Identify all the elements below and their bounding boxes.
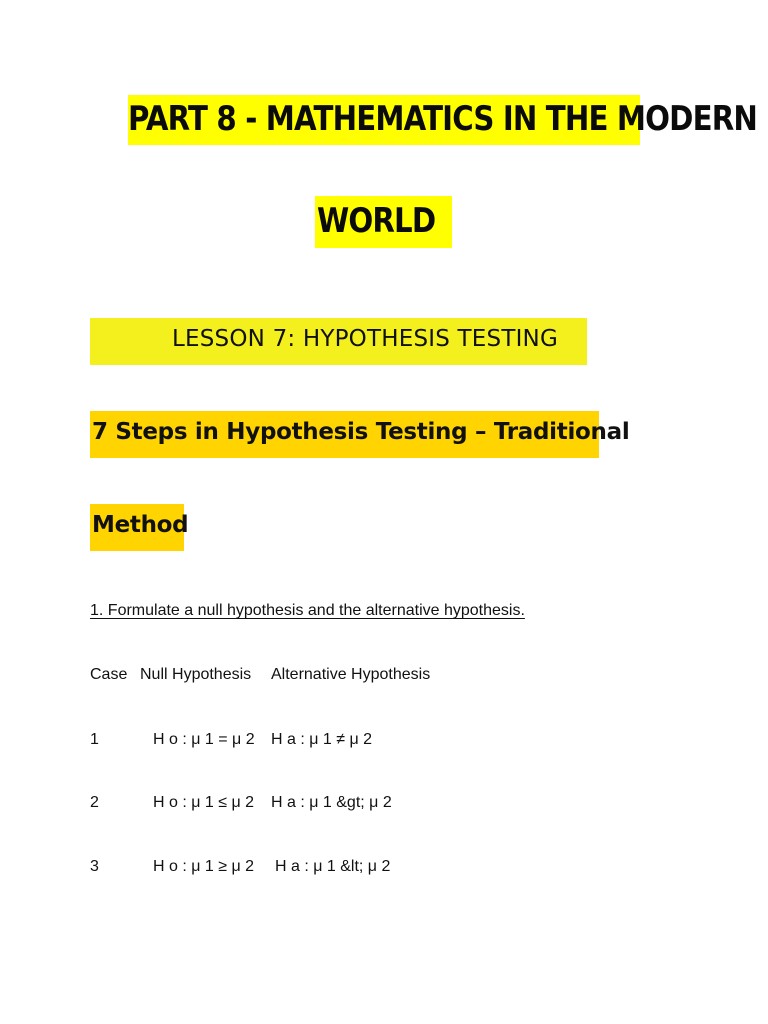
title-highlight-line2: [315, 196, 452, 248]
table-row-2-alt: H a : μ 1 &gt; μ 2: [271, 794, 392, 811]
table-row-3-alt: H a : μ 1 &lt; μ 2: [275, 858, 391, 875]
steps-highlight-line2: [90, 504, 189, 551]
table-row-1-alt: H a : μ 1 ≠ μ 2: [271, 731, 373, 748]
table-row-3-null: H o : μ 1 ≥ μ 2: [153, 858, 255, 875]
section-title-line2: Method: [92, 512, 189, 538]
table-row-3-case: 3: [90, 858, 99, 875]
table-row-1-null: H o : μ 1 = μ 2: [153, 731, 255, 748]
table-row-2-null: H o : μ 1 ≤ μ 2: [153, 794, 255, 811]
lesson-title: LESSON 7: HYPOTHESIS TESTING: [172, 326, 558, 352]
document-title-line2: WORLD: [317, 201, 436, 241]
table-header-null: Null Hypothesis: [140, 666, 252, 683]
lesson-highlight: [90, 318, 587, 365]
table-header-alternative: Alternative Hypothesis: [271, 666, 431, 683]
table-header-case: Case: [90, 666, 128, 683]
section-title-line1: 7 Steps in Hypothesis Testing – Traditional: [92, 419, 630, 445]
document-title-line1: PART 8 - MATHEMATICS IN THE MODERN: [128, 99, 757, 139]
table-row-2-case: 2: [90, 794, 99, 811]
steps-highlight-line1: [90, 411, 630, 458]
title-highlight-line1: [128, 95, 757, 145]
table-row-1-case: 1: [90, 731, 99, 748]
step-1-text: 1. Formulate a null hypothesis and the alternative hypothesis.: [90, 602, 525, 619]
